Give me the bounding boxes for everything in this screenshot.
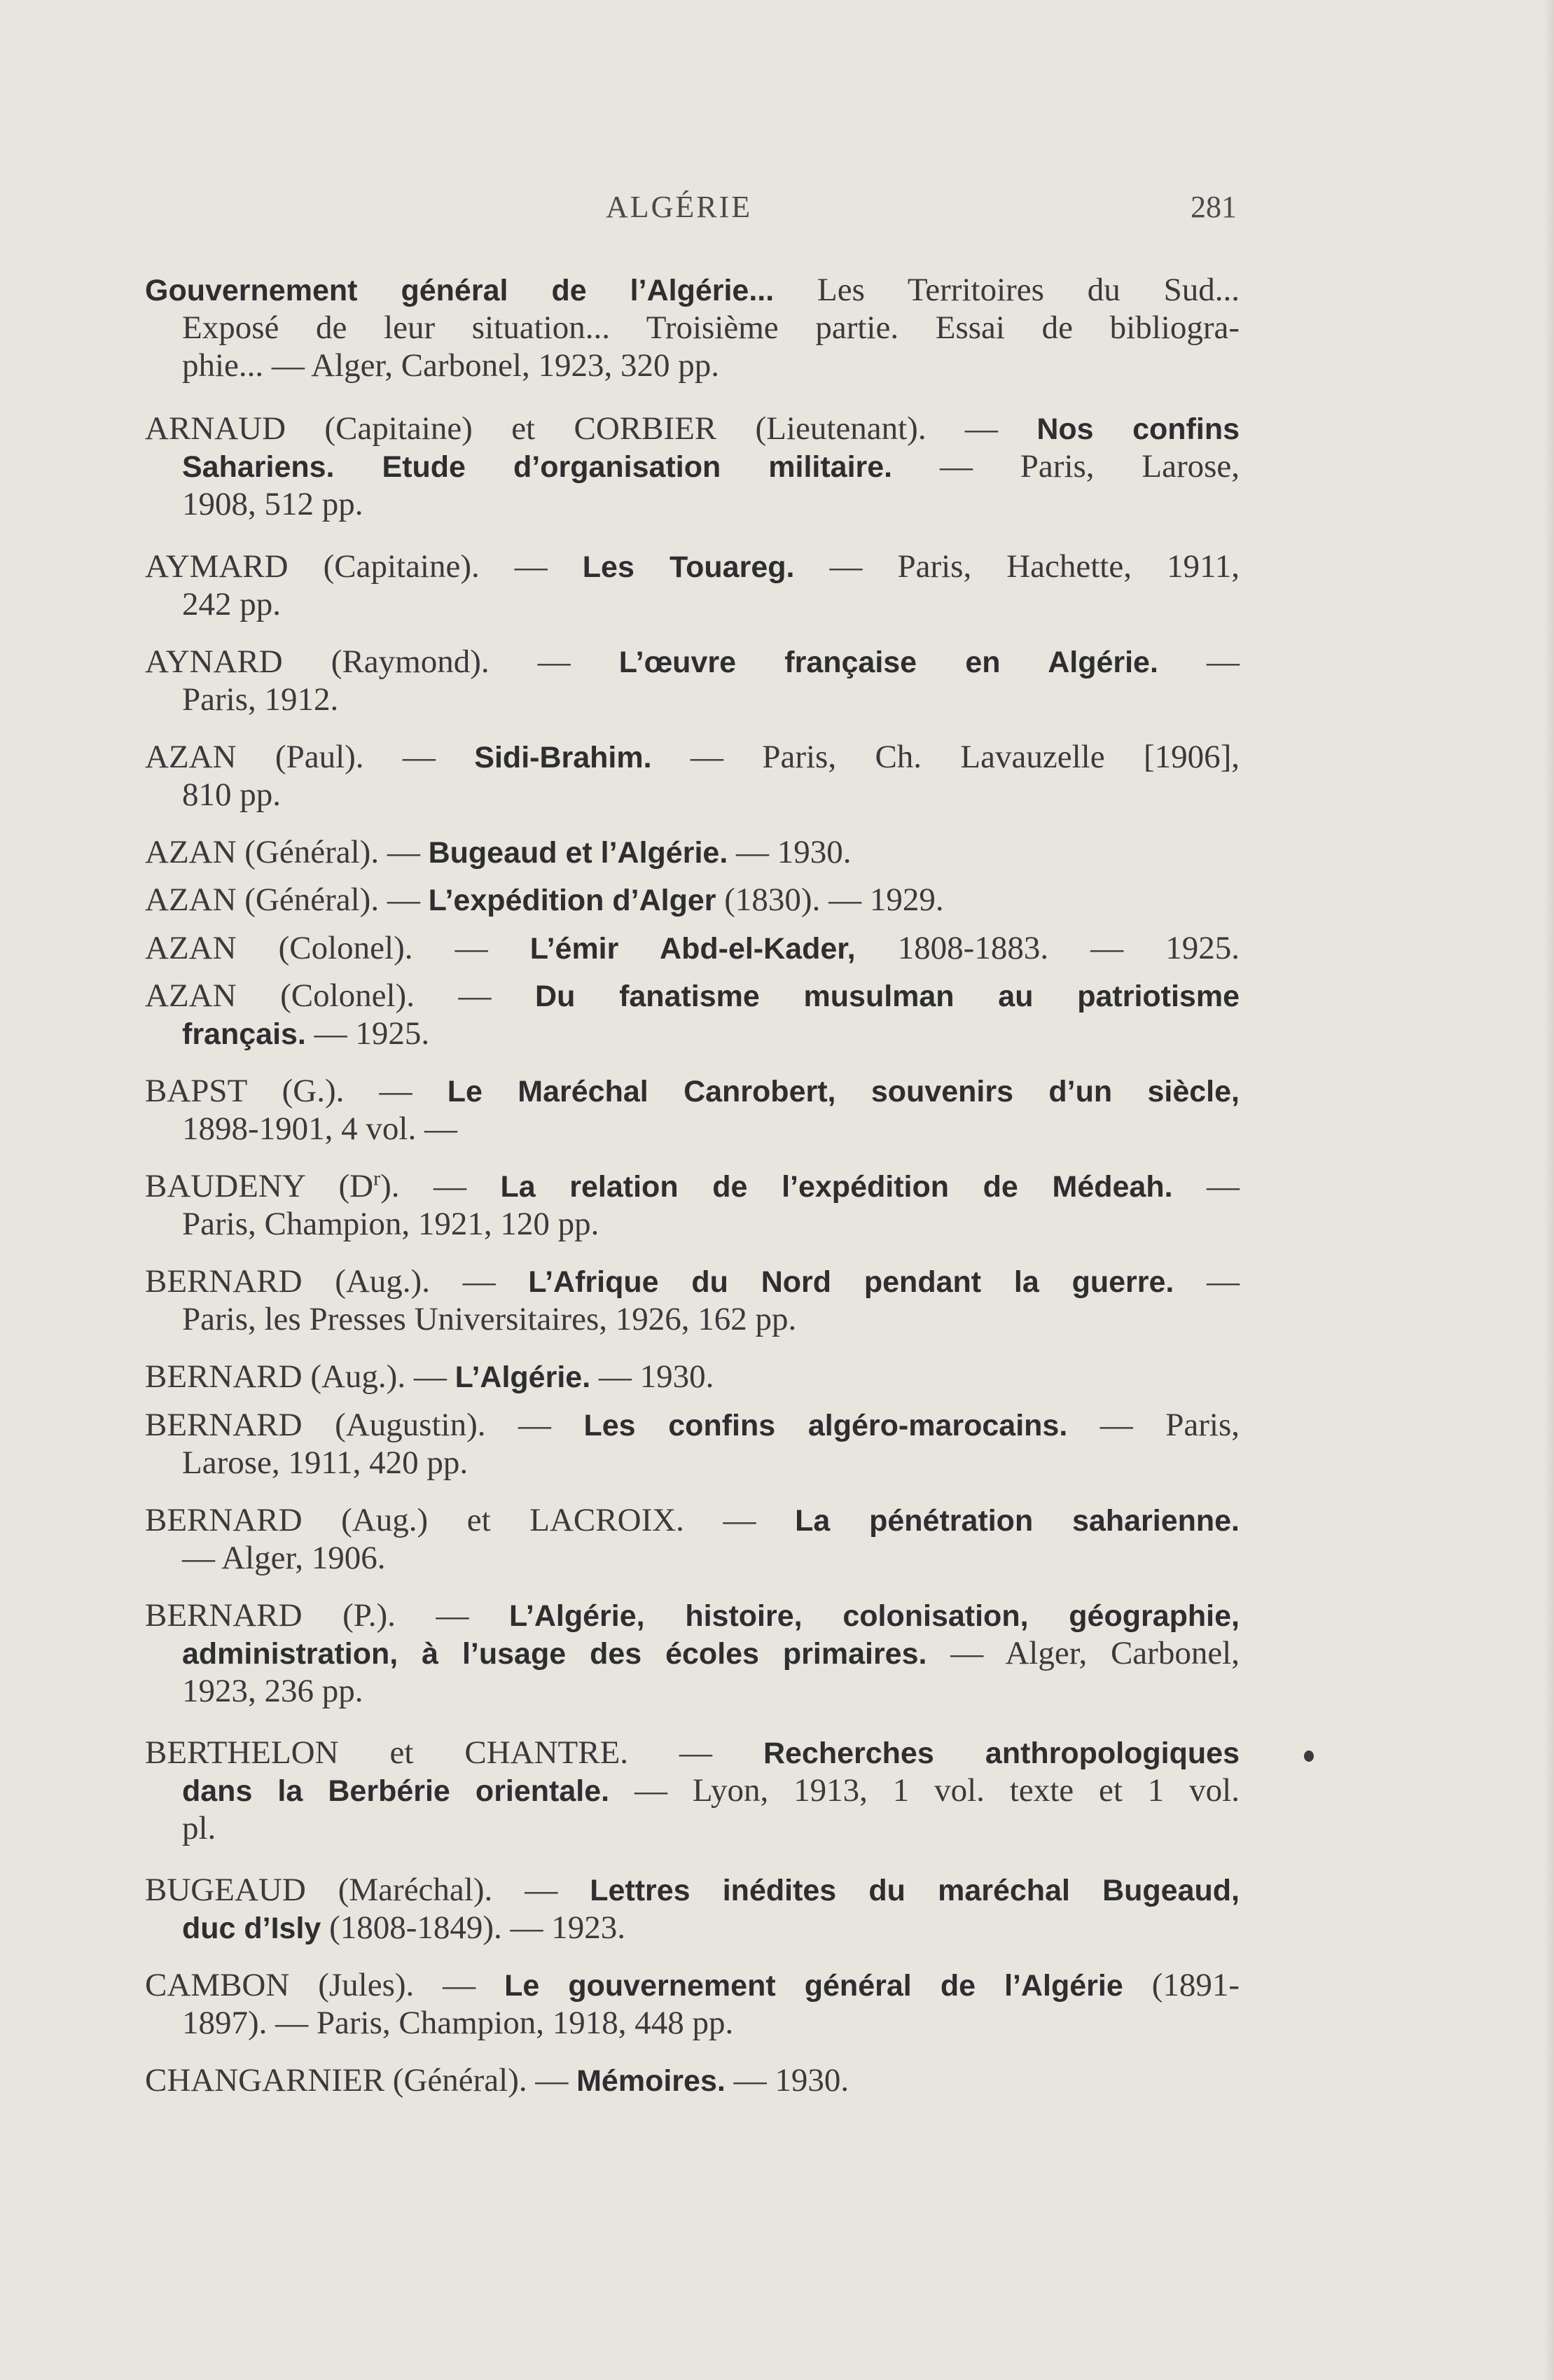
bib-entry-baudeny: BAUDENY $(D^r)$. — La relation de l’expédition de Médeah. — bbox=[145, 1167, 1240, 1204]
bib-entry-azan-general-bugeaud: AZAN (Général). — Bugeaud et l’Algérie. — 1930. bbox=[145, 834, 852, 870]
bib-entry-line: dans la Berbérie orientale. — Lyon, 1913, 1 vol. texte et 1 vol. bbox=[182, 1772, 1240, 1809]
entry-title: Recherches anthropologiques bbox=[763, 1737, 1240, 1770]
bib-entry-bugeaud: BUGEAUD (Maréchal). — Lettres inédites du maréchal Bugeaud, bbox=[145, 1872, 1240, 1908]
bib-entry-line: Sahariens. Etude d’organisation militaire. — Paris, Larose, bbox=[182, 448, 1240, 485]
bib-entry-line: 1923, 236 pp. bbox=[182, 1673, 363, 1709]
bib-entry-line: administration, à l’usage des écoles primaires. — Alger, Carbonel, bbox=[182, 1635, 1240, 1671]
entry-title: dans la Berbérie orientale. bbox=[182, 1774, 610, 1808]
entry-title: La relation de l’expédition de Médeah. bbox=[500, 1170, 1173, 1204]
bib-entry-bernard-aug-algerie: BERNARD (Aug.). — L’Algérie. — 1930. bbox=[145, 1358, 714, 1395]
bib-entry-line: 1908, 512 pp. bbox=[182, 486, 363, 522]
entry-title: Nos confins bbox=[1036, 412, 1240, 446]
bib-entry-line: Paris, les Presses Universitaires, 1926, 162 pp. bbox=[182, 1301, 797, 1337]
entry-title: Le gouvernement général de l’Algérie bbox=[504, 1969, 1123, 2003]
bib-entry-line: duc d’Isly (1808-1849). — 1923. bbox=[182, 1909, 626, 1946]
bib-entry-berthelon-chantre: BERTHELON et CHANTRE. — Recherches anthropologiques bbox=[145, 1734, 1240, 1771]
running-title: ALGÉRIE bbox=[606, 190, 753, 224]
bib-entry-azan-colonel-abd-el-kader: AZAN (Colonel). — L’émir Abd-el-Kader, 1808-1883. — 1925. bbox=[145, 930, 1240, 966]
bib-entry-line: français. — 1925. bbox=[182, 1015, 430, 1052]
bib-entry-bernard-p: BERNARD (P.). — L’Algérie, histoire, colonisation, géographie, bbox=[145, 1597, 1240, 1634]
bib-entry-bernard-augustin: BERNARD (Augustin). — Les confins algéro-marocains. — Paris, bbox=[145, 1407, 1240, 1443]
bib-entry-line: pl. bbox=[182, 1810, 216, 1846]
bib-entry-line: Larose, 1911, 420 pp. bbox=[182, 1445, 469, 1481]
bib-entry-aynard: AYNARD (Raymond). — L’œuvre française en Algérie. — bbox=[145, 643, 1240, 680]
page-number: 281 bbox=[1191, 190, 1237, 224]
bib-entry-gouvernement: Gouvernement général de l’Algérie... Les Territoires du Sud... bbox=[145, 272, 1240, 308]
bib-entry-line: Exposé de leur situation... Troisième partie. Essai de bibliogra- bbox=[182, 309, 1240, 346]
page-edge bbox=[1544, 0, 1554, 2380]
entry-title: L’expédition d’Alger bbox=[428, 884, 716, 917]
bib-entry-line: 1898-1901, 4 vol. — bbox=[182, 1111, 457, 1147]
bib-entry-azan-paul: AZAN (Paul). — Sidi-Brahim. — Paris, Ch. Lavauzelle [1906], bbox=[145, 739, 1240, 775]
bib-entry-line: — Alger, 1906. bbox=[182, 1540, 386, 1576]
bib-entry-line: 242 pp. bbox=[182, 586, 281, 622]
entry-title: Bugeaud et l’Algérie. bbox=[428, 836, 728, 870]
bib-entry-bapst: BAPST (G.). — Le Maréchal Canrobert, souvenirs d’un siècle, bbox=[145, 1073, 1240, 1109]
entry-title: duc d’Isly bbox=[182, 1912, 321, 1945]
entry-title: Lettres inédites du maréchal Bugeaud, bbox=[590, 1874, 1240, 1907]
bib-entry-line: 1897). — Paris, Champion, 1918, 448 pp. bbox=[182, 2005, 734, 2041]
entry-title: français. bbox=[182, 1017, 306, 1051]
entry-title: Mémoires. bbox=[576, 2064, 726, 2098]
entry-title: Le Maréchal Canrobert, souvenirs d’un siècle, bbox=[447, 1075, 1240, 1108]
entry-title: Du fanatisme musulman au patriotisme bbox=[535, 980, 1240, 1013]
entry-title: L’émir Abd-el-Kader, bbox=[529, 932, 856, 966]
bib-entry-arnaud: ARNAUD (Capitaine) et CORBIER (Lieutenant). — Nos confins bbox=[145, 410, 1240, 447]
bib-entry-line: phie... — Alger, Carbonel, 1923, 320 pp. bbox=[182, 347, 719, 384]
entry-title: Sahariens. Etude d’organisation militaire. bbox=[182, 450, 893, 484]
entry-title: Gouvernement général de l’Algérie... bbox=[145, 274, 775, 307]
entry-title: L’Algérie. bbox=[455, 1361, 591, 1394]
bib-entry-changarnier: CHANGARNIER (Général). — Mémoires. — 1930. bbox=[145, 2062, 849, 2099]
bib-entry-line: 810 pp. bbox=[182, 777, 281, 813]
bib-entry-azan-colonel-fanatisme: AZAN (Colonel). — Du fanatisme musulman au patriotisme bbox=[145, 977, 1240, 1014]
entry-title: Sidi-Brahim. bbox=[474, 741, 652, 774]
bib-entry-line: Paris, 1912. bbox=[182, 681, 339, 718]
margin-dot bbox=[1304, 1751, 1314, 1762]
bib-entry-line: Paris, Champion, 1921, 120 pp. bbox=[182, 1206, 599, 1242]
entry-title: Les confins algéro-marocains. bbox=[583, 1409, 1068, 1442]
bib-entry-bernard-aug-afrique: BERNARD (Aug.). — L’Afrique du Nord pendant la guerre. — bbox=[145, 1263, 1240, 1300]
bib-entry-bernard-lacroix: BERNARD (Aug.) et LACROIX. — La pénétration saharienne. bbox=[145, 1502, 1240, 1538]
entry-title: L’Afrique du Nord pendant la guerre. bbox=[528, 1265, 1174, 1299]
entry-title: La pénétration saharienne. bbox=[795, 1504, 1240, 1538]
entry-title: administration, à l’usage des écoles primaires. bbox=[182, 1637, 927, 1671]
entry-title: L’œuvre française en Algérie. bbox=[618, 646, 1158, 679]
bib-entry-azan-general-alger: AZAN (Général). — L’expédition d’Alger (1830). — 1929. bbox=[145, 882, 944, 918]
entry-title: L’Algérie, histoire, colonisation, géographie, bbox=[509, 1599, 1240, 1633]
bib-entry-cambon: CAMBON (Jules). — Le gouvernement général de l’Algérie (1891- bbox=[145, 1967, 1240, 2003]
entry-title: Les Touareg. bbox=[582, 550, 795, 584]
bib-entry-aymard: AYMARD (Capitaine). — Les Touareg. — Paris, Hachette, 1911, bbox=[145, 548, 1240, 585]
